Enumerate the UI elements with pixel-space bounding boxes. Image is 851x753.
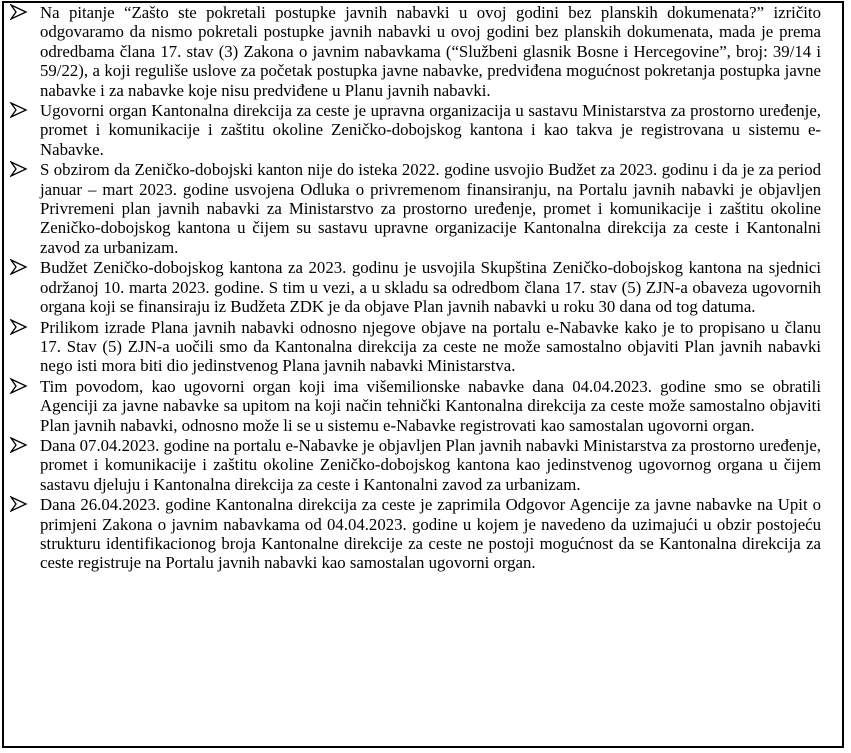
list-item-text: Budžet Zeničko-dobojskog kantona za 2023. godinu je usvojila Skupština Zeničko-dobojskog kantona na sjednici održanoj 10. marta 2023. godine. S tim u vezi, a u skladu sa odredbom člana 17. stav (5) ZJN-a obaveza ugovornih organa koji se finansiraju iz Budžeta ZDK je da objave Plan javnih nabavki u roku 30 dana od tog datuma. <box>40 258 821 317</box>
arrowhead-bullet-icon <box>10 161 30 179</box>
arrowhead-bullet-icon <box>10 4 30 22</box>
list-item-text: Tim povodom, kao ugovorni organ koji ima višemilionske nabavke dana 04.04.2023. godine smo se obratili Agenciji za javne nabavke sa upitom na koji način tehnički Kantonalna direkcija za ceste može samostalno objaviti Plan javnih nabavki, odnosno može li se u sistemu e-Nabavke registrovati kao samostalan ugovorni organ. <box>40 376 821 435</box>
arrowhead-bullet-icon <box>10 496 30 514</box>
arrowhead-bullet-icon <box>10 259 30 277</box>
arrowhead-bullet-icon <box>10 378 30 396</box>
list-item-text: Prilikom izrade Plana javnih nabavki odnosno njegove objave na portalu e-Nabavke kako je to propisano u članu 17. Stav (5) ZJN-a uočili smo da Kantonalna direkcija za ceste ne može samostalno objaviti Plan javnih nabavki nego isti mora biti dio jedinstvenog Plana javnih nabavki Ministarstva. <box>40 317 821 376</box>
arrowhead-bullet-icon <box>10 437 30 455</box>
list-item <box>6 101 821 159</box>
list-item <box>6 3 821 100</box>
list-item <box>6 495 821 573</box>
arrowhead-bullet-icon <box>10 319 30 337</box>
list-item-text: Na pitanje “Zašto ste pokretali postupke javnih nabavki u ovoj godini bez planskih dokumenata?” izričito odgovaramo da nismo pokretali postupke javnih nabavki u ovoj godini bez planskih dokumenata, mada je prema odredbama člana 17. stav (3) Zakona o javnim nabavkama (“Službeni glasnik Bosne i Hercegovine”, broj: 39/14 i 59/22), a koji reguliše uslove za početak postupka javne nabavke, predviđena mogućnost pokretanja postupka javne nabavke i za nabavke koje nisu predviđene u Planu javnih nabavki. <box>40 3 821 100</box>
list-item-text: Dana 26.04.2023. godine Kantonalna direkcija za ceste je zaprimila Odgovor Agencije za javne nabavke na Upit o primjeni Zakona o javnim nabavkama od 04.04.2023. godine u kojem je navedeno da uzimajući u obzir postojeću strukturu identifikacionog broja Kantonalne direkcije za ceste ne postoji mogućnost da se Kantonalna direkcija za ceste registruje na Portalu javnih nabavki kao samostalan ugovorni organ. <box>40 495 821 573</box>
list-item-text: S obzirom da Zeničko-dobojski kanton nije do isteka 2022. godine usvojio Budžet za 2023. godinu i da je za period januar – mart 2023. godine usvojena Odluka o privremenom finansiranju, na Portalu javnih nabavki je objavljen Privremeni plan javnih nabavki za Ministarstvo za prostorno uređenje, promet i komunikacije i zaštitu okoline Zeničko-dobojskog kantona u čijem su sastavu upravne organizacije Kantonalna direkcija za ceste i Kantonalni zavod za urbanizam. <box>40 160 821 257</box>
list-item <box>6 258 821 316</box>
document-frame <box>2 1 844 748</box>
list-item <box>6 436 821 494</box>
bullet-list <box>6 3 821 573</box>
arrowhead-bullet-icon <box>10 102 30 120</box>
list-item-text: Dana 07.04.2023. godine na portalu e-Nabavke je objavljen Plan javnih nabavki Ministarstva za prostorno uređenje, promet i komunikacije i zaštitu okoline Zeničko-dobojskog kantona kao jedinstvenog ugovornog organa u čijem sastavu djeluju i Kantonalna direkcija za ceste i Kantonalni zavod za urbanizam. <box>40 435 821 494</box>
list-item <box>6 160 821 257</box>
list-item <box>6 377 821 435</box>
list-item <box>6 318 821 376</box>
list-item-text: Ugovorni organ Kantonalna direkcija za ceste je upravna organizacija u sastavu Ministarstva za prostorno uređenje, promet i komunikacije i zaštitu okoline Zeničko-dobojskog kantona i kao takva je registrovana u sistemu e-Nabavke. <box>40 101 821 159</box>
